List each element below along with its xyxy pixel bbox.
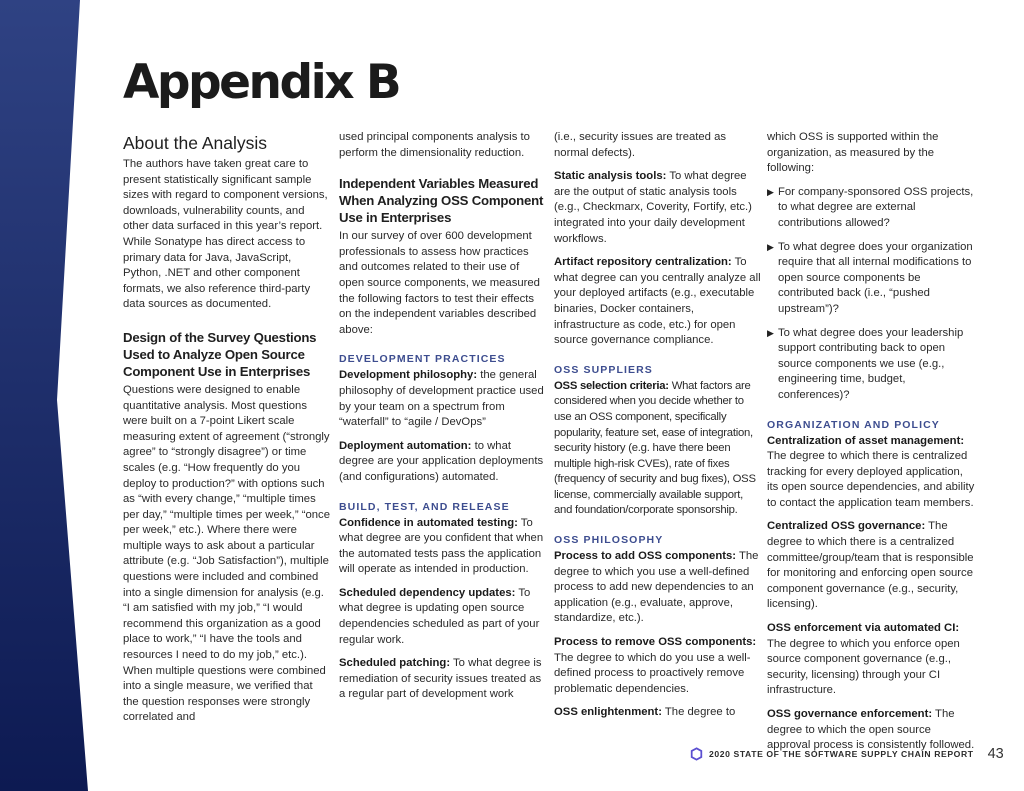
decorative-side-band	[0, 0, 100, 791]
report-title: 2020 STATE OF THE SOFTWARE SUPPLY CHAIN REPORT	[709, 749, 974, 759]
factor-item: Static analysis tools: To what degree are the output of static analysis tools (e.g., Checkmarx, Coverity, Fortify, etc.) integrated into your daily development workflows.	[554, 170, 752, 245]
col2-continued: used principal components analysis to perform the dimensionality reduction.	[339, 131, 530, 159]
column-3	[554, 130, 762, 721]
iv-body: In our survey of over 600 development professionals to assess how practices and outcomes related to their use of open source components, we measured the following factors to test their effects on the independent variables described above:	[339, 230, 540, 336]
factor-item: OSS selection criteria: What factors are considered when you decide whether to use an OSS component, specifically popularity, feature set, ease of integration, security history (e.g. have there been multiple high-risk CVEs), rate of fixes (frequency of security and bug fixes), OSS license, commercially available support, and foundation/corporate sponsorship.	[554, 379, 756, 517]
factor-item: Deployment automation: to what degree are your application deployments (and configurations) automated.	[339, 439, 544, 483]
factor-item: OSS governance enforcement: The degree to which the open source approval process is consistently followed.	[767, 708, 975, 752]
triangle-bullet-icon: ▶	[767, 241, 774, 252]
factor-item: Centralized OSS governance: The degree to which there is a centralized committee/group/team that is responsible for monitoring and enforcing open source component governance (e.g., security, licensing).	[767, 520, 974, 611]
bullet-item: ▶ For company-sponsored OSS projects, to what degree are external contributions allowed?	[767, 185, 974, 229]
enlightenment-bullet-list	[767, 185, 975, 404]
category-build-test-release: BUILD, TEST, AND RELEASE	[339, 500, 510, 513]
hexagon-logo-icon	[690, 747, 703, 761]
factor-item: Process to add OSS components: The degree to which you use a well-defined process to add new dependencies to an application (e.g., evaluate, approve, standardize, etc.).	[554, 550, 759, 625]
page-footer	[690, 746, 1004, 762]
triangle-bullet-icon: ▶	[767, 186, 774, 197]
about-body: The authors have taken great care to present statistically significant sample sizes with regard to component versions, downloads, vulnerability counts, and other data surfaced in this year’s report. While Sonatype has direct access to primary data for Java, JavaScript, Python, .NET and other component formats, we also reference third-party data sources as documented.	[123, 158, 328, 311]
category-oss-suppliers: OSS SUPPLIERS	[554, 363, 653, 376]
category-development-practices: DEVELOPMENT PRACTICES	[339, 353, 506, 366]
factor-item: Scheduled dependency updates: To what degree is updating open source dependencies scheduled as part of your regular work.	[339, 586, 540, 646]
factor-item: Confidence in automated testing: To what degree are you confident that when the automated tests pass the application will operate as intended in production.	[339, 516, 544, 576]
factor-item: Process to remove OSS components: The degree to which do you use a well-defined process to proactively remove problematic dependencies.	[554, 636, 757, 695]
factor-item: OSS enforcement via automated CI: The degree to which you enforce open source component governance (e.g., security, licensing) through your CI infrastructure.	[767, 622, 960, 697]
column-4	[767, 130, 975, 754]
category-oss-philosophy: OSS PHILOSOPHY	[554, 534, 664, 547]
factor-item: Centralization of asset management: The degree to which there is centralized tracking for every deployed application, its open source dependencies, and ability to contact the application team members.	[767, 434, 975, 509]
design-body: Questions were designed to enable quantitative analysis. Most questions were built on a 7-point Likert scale measuring extent of agreement (“strongly agree” to “strongly disagree”) or time scales (e.g. “How frequently do you deploy to production?” with options such as “with every change,” “multiple times per day,” “multiple times per week,” “once per week,” etc.). Where there were multiple ways to ask about a particular attribute (e.g. “Job Satisfaction”), multiple questions were included and combined into a single dimension for analysis (e.g. “I am satisfied with my job,” “I would recommend this organization as a good place to work,” “I have the tools and resources I need to do my job,” etc.). When multiple questions were combined into a single measure, we verified that the question responses were strongly correlated and	[123, 383, 330, 724]
about-heading: About the Analysis	[123, 133, 267, 153]
bullet-item: ▶ To what degree does your organization require that all internal modifications to open source components be contributed back (i.e., “pushed upstream”)?	[767, 240, 973, 315]
column-2	[339, 130, 547, 703]
factor-item: OSS enlightenment: The degree to	[554, 706, 736, 719]
iv-heading: Independent Variables Measured When Analyzing OSS Component Use in Enterprises	[339, 176, 544, 226]
category-organization-policy: ORGANIZATION AND POLICY	[767, 418, 940, 431]
factor-item: Development philosophy: the general philosophy of development practice used by your team on a spectrum from “waterfall” to “agile / DevOps”	[339, 369, 544, 429]
design-heading: Design of the Survey Questions Used to Analyze Open Source Component Use in Enterprises	[123, 329, 317, 379]
triangle-bullet-icon: ▶	[767, 327, 774, 338]
col4-continued: which OSS is supported within the organization, as measured by the following:	[767, 131, 939, 175]
factor-item: Scheduled patching: To what degree is remediation of security issues treated as a regular part of development work	[339, 657, 542, 701]
bullet-item: ▶ To what degree does your leadership support contributing back to open source components we use (e.g., engineering time, budget, conferences)?	[767, 326, 964, 401]
page-title: Appendix B	[123, 55, 400, 110]
factor-item: Artifact repository centralization: To what degree can you centrally analyze all your deployed artifacts (e.g., executable binaries, Docker containers, infrastructure as code, etc.) for open source governance compliance.	[554, 256, 761, 347]
col3-continued: (i.e., security issues are treated as normal defects).	[554, 131, 727, 159]
page-number: 43	[987, 746, 1004, 762]
column-1	[123, 130, 331, 734]
